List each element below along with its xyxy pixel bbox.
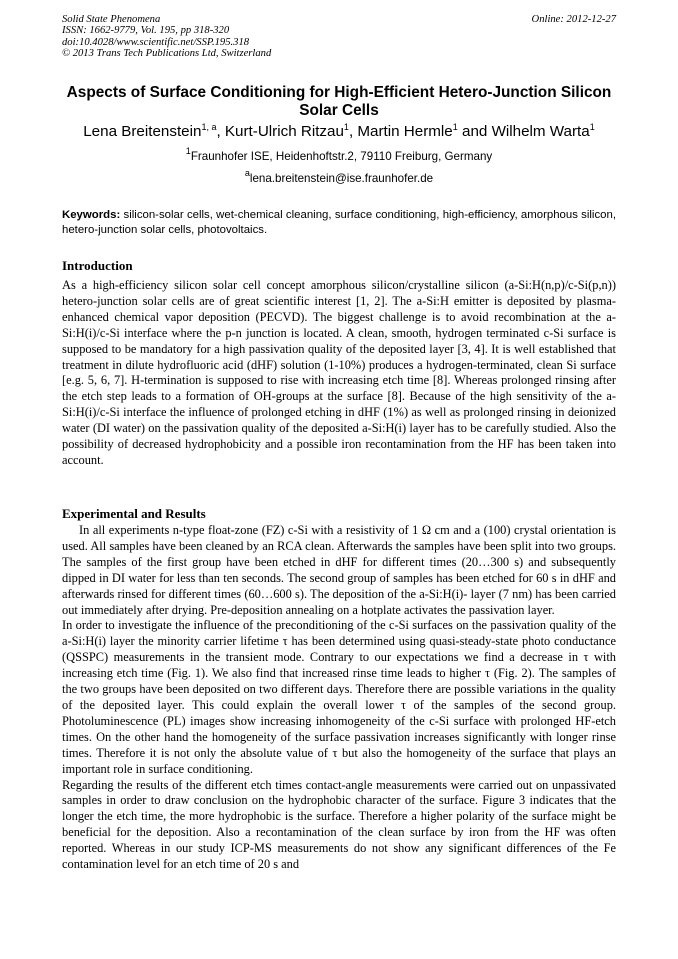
results-paragraph: In order to investigate the influence of the preconditioning of the c-Si surfaces on the passivation quality of the a-Si:H(i) layer the minority carrier lifetime τ has been determined using quasi-steady-state photo conductance (QSSPC) measurements in the transient mode. Contrary to our expectations we find a decrease in τ with increasing etch time (Fig. 1). We also find that increased rinse time leads to higher τ (Fig. 2). The samples of the two groups have been deposited on two different days. Therefore there are possible variations in the quality of the deposited layer. This could explain the overall lower τ of the samples of the second group. Photoluminescence (PL) images show increasing inhomogeneity of the c-Si surface with prolonged HF-etch times. On the other hand the homogeneity of the surface passivation increases significantly with longer rinse times. Therefore it is not only the absolute value of τ but also the homogeneity of the surface that plays an important role in surface conditioning. bbox=[62, 618, 616, 776]
author-separator: and bbox=[457, 123, 492, 140]
author-affiliation-marker: 1, a bbox=[201, 122, 217, 132]
author-separator: , bbox=[216, 123, 225, 140]
affiliation-marker: 1 bbox=[185, 146, 191, 156]
journal-doi: doi:10.4028/www.scientific.net/SSP.195.318 bbox=[62, 36, 250, 48]
keywords-label: Keywords: bbox=[62, 209, 121, 221]
keywords bbox=[62, 208, 616, 238]
introduction-body bbox=[62, 278, 616, 469]
corresponding-email bbox=[62, 168, 616, 186]
paper-title: Aspects of Surface Conditioning for High-Efficient Hetero-Junction Silicon Solar Cells bbox=[66, 84, 612, 119]
results-body bbox=[62, 523, 616, 873]
journal-issn: ISSN: 1662-9779, Vol. 195, pp 318-320 bbox=[62, 25, 230, 37]
online-date: Online: 2012-12-27 bbox=[531, 14, 616, 25]
author-name: Wilhelm Warta bbox=[491, 123, 590, 140]
email-address[interactable]: lena.breitenstein@ise.fraunhofer.de bbox=[249, 172, 434, 185]
introduction-heading: Introduction bbox=[62, 258, 133, 273]
author-name: Martin Hermle bbox=[357, 123, 453, 140]
journal-copyright: © 2013 Trans Tech Publications Ltd, Switzerland bbox=[62, 48, 272, 60]
author-list bbox=[30, 123, 648, 141]
results-paragraph: Regarding the results of the different etch times contact-angle measurements were carried out on unpassivated samples in order to draw conclusion on the hydrophobic character of the surface. Figure 3 indicates that the longer the etch time, the more hydrophobic is the surface. Therefore a higher polarity of the surface might be beneficial for the deposition. Also a recontamination of the clean surface by iron from the HF was often reported. Whereas in our study ICP-MS measurements do not show any significant differences of the Fe contamination level for an etch time of 20 s and bbox=[62, 777, 616, 872]
results-heading: Experimental and Results bbox=[62, 506, 206, 521]
introduction-paragraph: As a high-efficiency silicon solar cell concept amorphous silicon/crystalline silicon (a-Si:H(n,p)/c-Si(p,n)) hetero-junction solar cells are of great scientific interest [1, 2]. The a-Si:H emitter is deposited by plasma-enhanced chemical vapor deposition (PECVD). The biggest challenge is to avoid recombination at the a-Si:H(i)/c-Si interface where the p-n junction is located. A clean, smooth, hydrogen terminated c-Si surface is supposed to be mandatory for a high passivation quality of the deposited layer [3, 4]. It is well established that treatment in dilute hydrofluoric acid (dHF) solution (1-10%) produces a hydrogen-terminated, clean Si surface [e.g. 5, 6, 7]. H-termination is supposed to rise with increasing etch time [8]. Whereas prolonged rinsing after the etch step leads to a formation of OH-groups at the surface [8]. Because of the high sensitivity of the a-Si:H(i)/c-Si interface the influence of prolonged etching in dHF (1%) as well as prolonged rinsing in deionized water (DI water) on the passivation quality of the deposited a-Si:H(i) layer has to be carefully studied. Also the possibility of decreased hydrophobicity and a possible iron recontamination from the HF has been taken into account. bbox=[62, 278, 616, 467]
author-name: Lena Breitenstein bbox=[83, 123, 202, 140]
author-separator: , bbox=[348, 123, 358, 140]
journal-name: Solid State Phenomena bbox=[62, 14, 161, 25]
keywords-text: silicon-solar cells, wet-chemical cleaning, surface conditioning, high-efficiency, amorphous silicon, hetero-junction solar cells, photovoltaics. bbox=[62, 209, 616, 237]
affiliation-text: Fraunhofer ISE, Heidenhoftstr.2, 79110 Freiburg, Germany bbox=[190, 150, 493, 163]
author-affiliation-marker: 1 bbox=[589, 122, 595, 132]
email-marker: a bbox=[244, 168, 250, 178]
journal-header bbox=[62, 14, 616, 60]
affiliation bbox=[62, 146, 616, 164]
author-name: Kurt-Ulrich Ritzau bbox=[224, 123, 344, 140]
results-paragraph: In all experiments n-type float-zone (FZ) c-Si with a resistivity of 1 Ω cm and a (100) crystal orientation is used. All samples have been cleaned by an RCA clean. Afterwards the samples have been split into two groups. The samples of the first group have been etched in dHF for different times (20…300 s) and subsequently dipped in DI water for less than ten seconds. The second group of samples has been etched for 60 s in dHF and afterwards rinsed for different times (60…600 s). The deposition of the a-Si:H(i)- layer (7 nm) has been carried out immediately after drying. Pre-deposition annealing on a hotplate activates the passivation layer. bbox=[62, 523, 616, 617]
author-affiliation-marker: 1 bbox=[452, 122, 458, 132]
author-affiliation-marker: 1 bbox=[343, 122, 349, 132]
